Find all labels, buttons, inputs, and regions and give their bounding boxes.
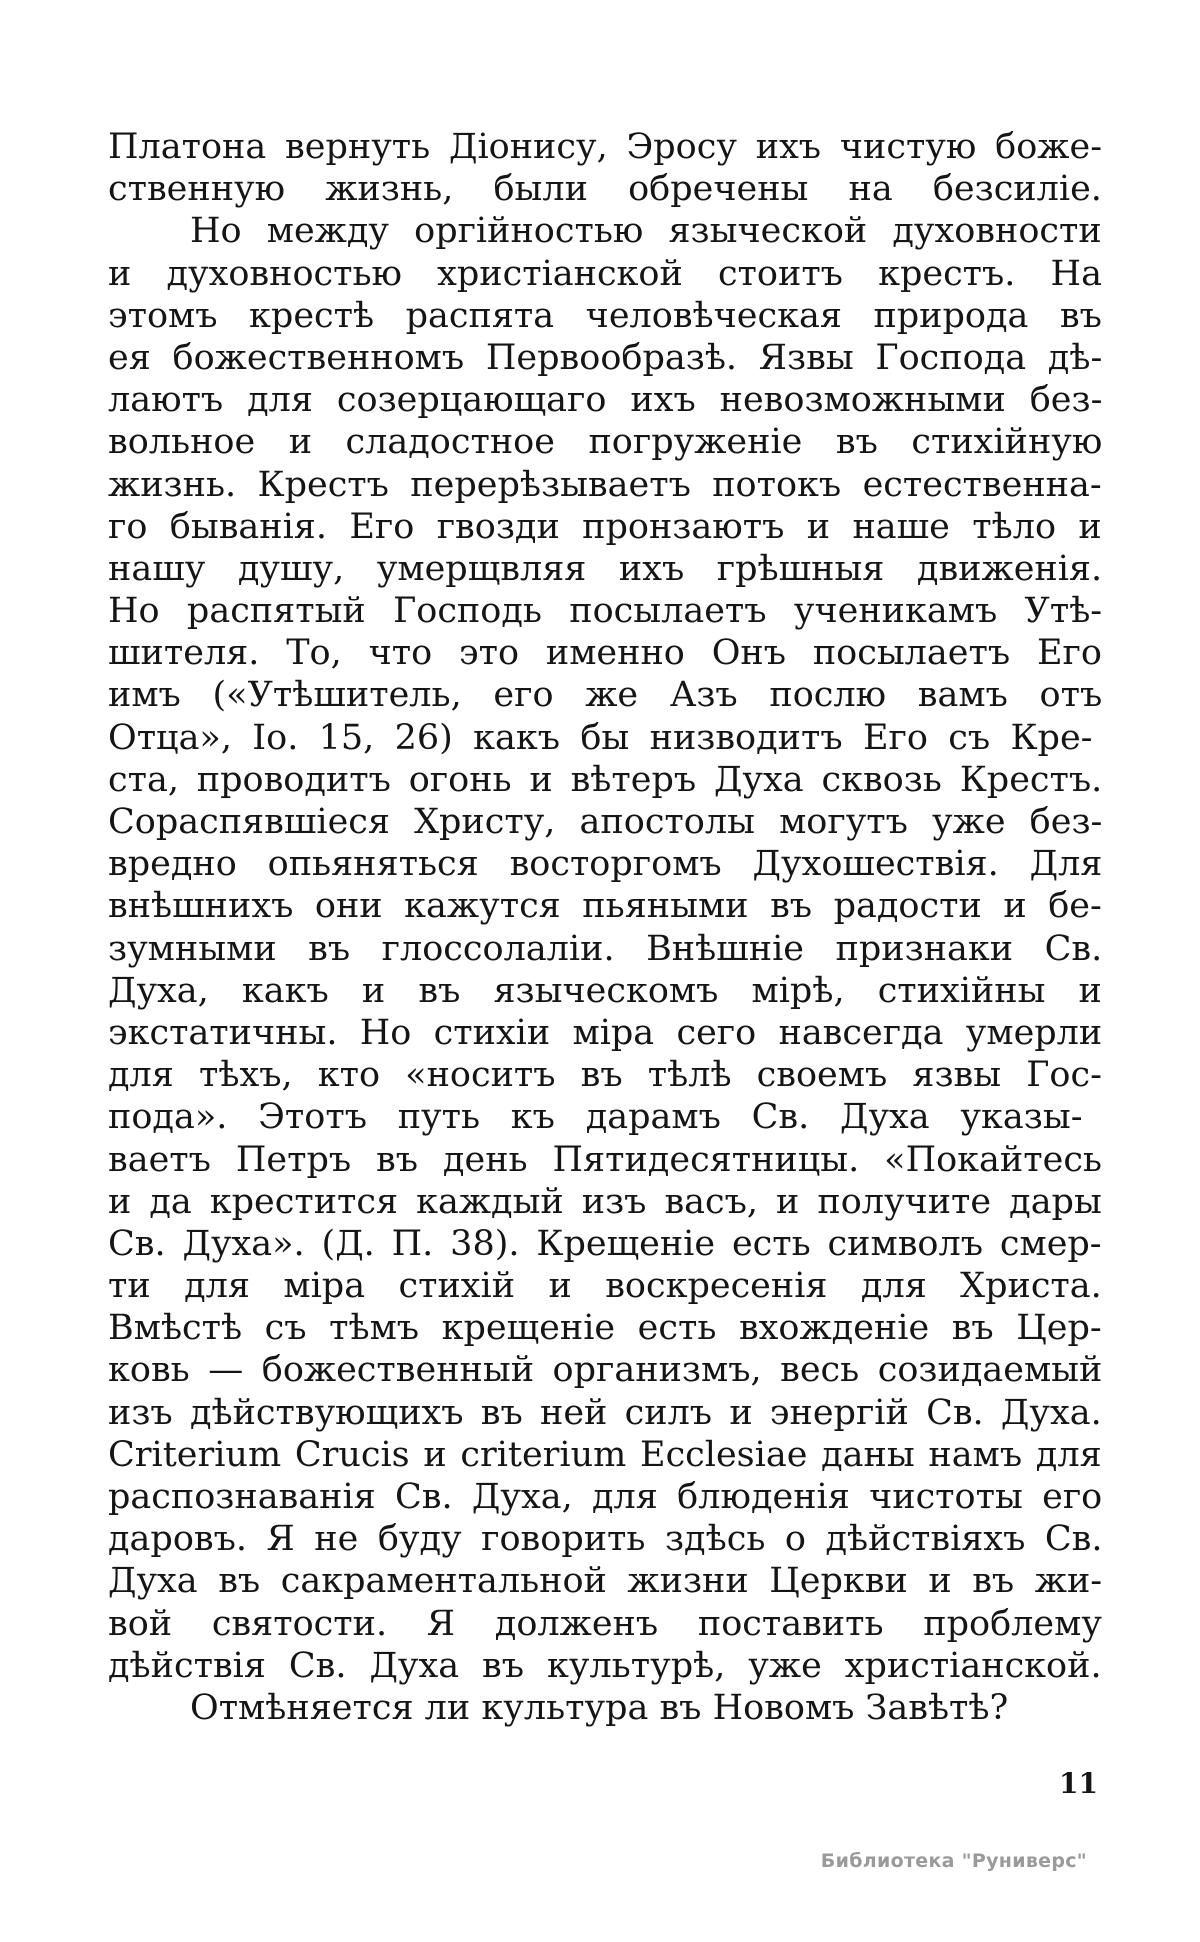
text-line: шителя. То, что это именно Онъ посылаетъ Его	[108, 633, 1102, 674]
text-line: распознаванія Св. Духа, для блюденія чистоты его	[108, 1477, 1103, 1517]
text-line: Вмѣстѣ съ тѣмъ крещеніе есть вхожденіе въ Цер-	[108, 1308, 1102, 1349]
text-line: изъ дѣйствующихъ въ ней силъ и энергій Св. Духа.	[108, 1392, 1102, 1433]
text-line: экстатичны. Но стихіи міра сего навсегда умерли	[108, 1012, 1103, 1053]
text-line: Платона вернуть Діонису, Эросу ихъ чистую боже-	[108, 127, 1103, 167]
paragraph-start-line: Отмѣняется ли культура въ Новомъ Завѣтѣ?	[190, 1687, 1009, 1728]
text-line: и духовностью христіанской стоитъ крестъ. На	[108, 253, 1102, 294]
text-line: для тѣхъ, кто «носитъ въ тѣлѣ своемъ язвы Гос-	[108, 1055, 1102, 1096]
text-line: внѣшнихъ они кажутся пьяными въ радости и бе-	[108, 886, 1102, 927]
text-line: дѣйствія Св. Духа въ культурѣ, уже христіанской.	[108, 1645, 1102, 1686]
text-line: пода». Этотъ путь къ дарамъ Св. Духа указы-	[108, 1097, 1083, 1138]
text-line: имъ («Утѣшитель, его же Азъ послю вамъ отъ	[108, 675, 1103, 716]
text-line: ти для міра стихій и воскресенія для Христа.	[108, 1266, 1102, 1307]
text-line: вольное и сладостное погруженіе въ стихійную	[108, 422, 1103, 463]
text-line: ковь — божественный организмъ, весь созидаемый	[108, 1350, 1103, 1391]
text-line: зумными въ глоссолаліи. Внѣшніе признаки Св.	[108, 928, 1103, 969]
text-line: ственную жизнь, были обречены на безсиліе.	[108, 169, 1102, 210]
paragraph-start-line: Но между оргійностью языческой духовности	[190, 211, 1102, 252]
text-line: го быванія. Его гвозди пронзаютъ и наше тѣло и	[108, 506, 1102, 547]
text-line: ея божественномъ Первообразѣ. Язвы Господа дѣ-	[108, 337, 1103, 378]
text-line: вредно опьяняться восторгомъ Духошествія. Для	[108, 844, 1103, 885]
text-line: этомъ крестѣ распята человѣческая природа въ	[108, 295, 1102, 336]
text-line: Но распятый Господь посылаетъ ученикамъ Утѣ-	[108, 591, 1103, 632]
page-number: 11	[1059, 1767, 1098, 1800]
text-line: жизнь. Крестъ перерѣзываетъ потокъ естественна-	[108, 464, 1102, 505]
text-line: лаютъ для созерцающаго ихъ невозможными без-	[108, 380, 1103, 421]
text-line: нашу душу, умерщвляя ихъ грѣшныя движенія.	[108, 548, 1103, 589]
text-line: Сораспявшіеся Христу, апостолы могутъ уже без-	[108, 802, 1103, 842]
text-line: Духа въ сакраментальной жизни Церкви и въ жи-	[108, 1561, 1103, 1602]
text-line: вой святости. Я долженъ поставить проблему	[108, 1603, 1102, 1644]
body-text	[108, 126, 1102, 1729]
library-watermark: Библиотека "Руниверс"	[820, 1850, 1087, 1872]
text-line: Духа, какъ и въ языческомъ мірѣ, стихійны и	[108, 970, 1102, 1011]
text-line: Отца», Іо. 15, 26) какъ бы низводитъ Его съ Кре-	[108, 717, 1093, 758]
text-line: ста, проводитъ огонь и вѣтеръ Духа сквозь Крестъ.	[108, 759, 1103, 800]
text-line: Св. Духа». (Д. П. 38). Крещеніе есть символъ смер-	[108, 1223, 1102, 1264]
text-line: даровъ. Я не буду говорить здѣсь о дѣйствіяхъ Св.	[108, 1519, 1103, 1560]
text-line: ваетъ Петръ въ день Пятидесятницы. «Покайтесь	[108, 1139, 1102, 1180]
text-line: Criterium Crucis и criterium Ecclesiae даны намъ для	[108, 1434, 1102, 1475]
text-line: и да крестится каждый изъ васъ, и получите дары	[108, 1181, 1102, 1222]
